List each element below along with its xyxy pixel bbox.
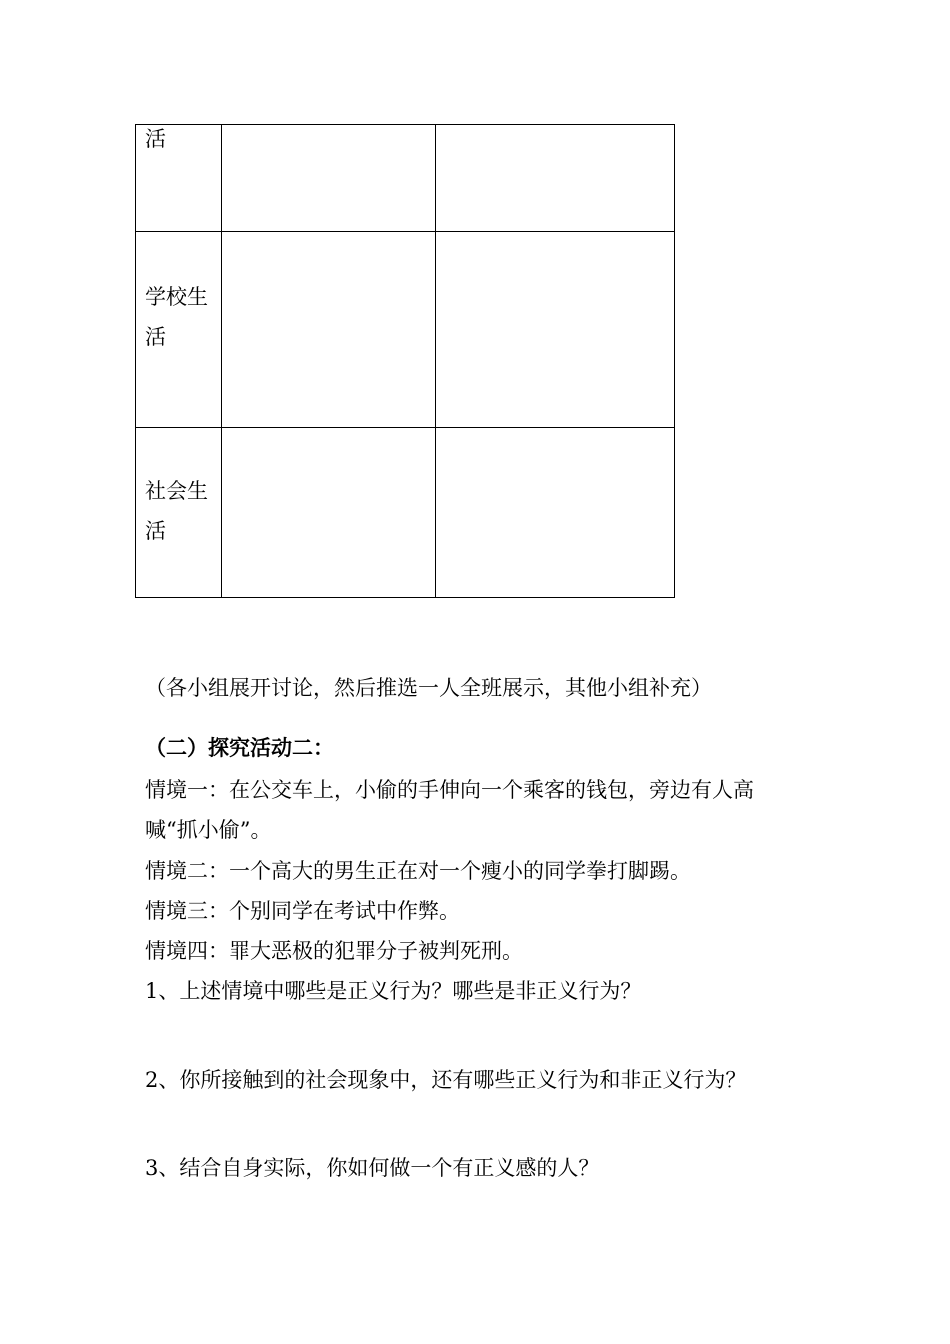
activity-table [135,124,675,598]
table-row [136,232,675,428]
scenario-4: 情境四：罪大恶极的犯罪分子被判死刑。 [145,939,523,963]
scenario-3: 情境三：个别同学在考试中作弊。 [145,899,460,923]
scenario-2: 情境二：一个高大的男生正在对一个瘦小的同学拳打脚踢。 [145,859,691,883]
row-label: 社会生活 [145,479,208,543]
table-row [136,428,675,598]
row-label-cell [136,428,222,598]
scenario-1-line-1: 情境一：在公交车上，小偷的手伸向一个乘客的钱包，旁边有人高 [145,778,754,802]
answer-cell[interactable] [436,232,675,428]
scenario-1-line-2: 喊“抓小偷”。 [145,818,272,842]
answer-cell[interactable] [436,125,675,232]
answer-cell[interactable] [436,428,675,598]
row-label: 活 [145,127,166,151]
table-row [136,125,675,232]
answer-cell[interactable] [222,232,436,428]
question-1: 1、上述情境中哪些是正义行为？哪些是非正义行为？ [145,979,642,1003]
answer-cell[interactable] [222,125,436,232]
row-label-cell [136,125,222,232]
discussion-note: （各小组展开讨论，然后推选一人全班展示，其他小组补充） [145,676,712,700]
question-3: 3、结合自身实际，你如何做一个有正义感的人？ [145,1156,600,1180]
row-label: 学校生活 [145,285,208,349]
row-label-cell [136,232,222,428]
answer-cell[interactable] [222,428,436,598]
question-2: 2、你所接触到的社会现象中，还有哪些正义行为和非正义行为？ [145,1068,747,1092]
section-heading: （二）探究活动二： [145,735,334,760]
